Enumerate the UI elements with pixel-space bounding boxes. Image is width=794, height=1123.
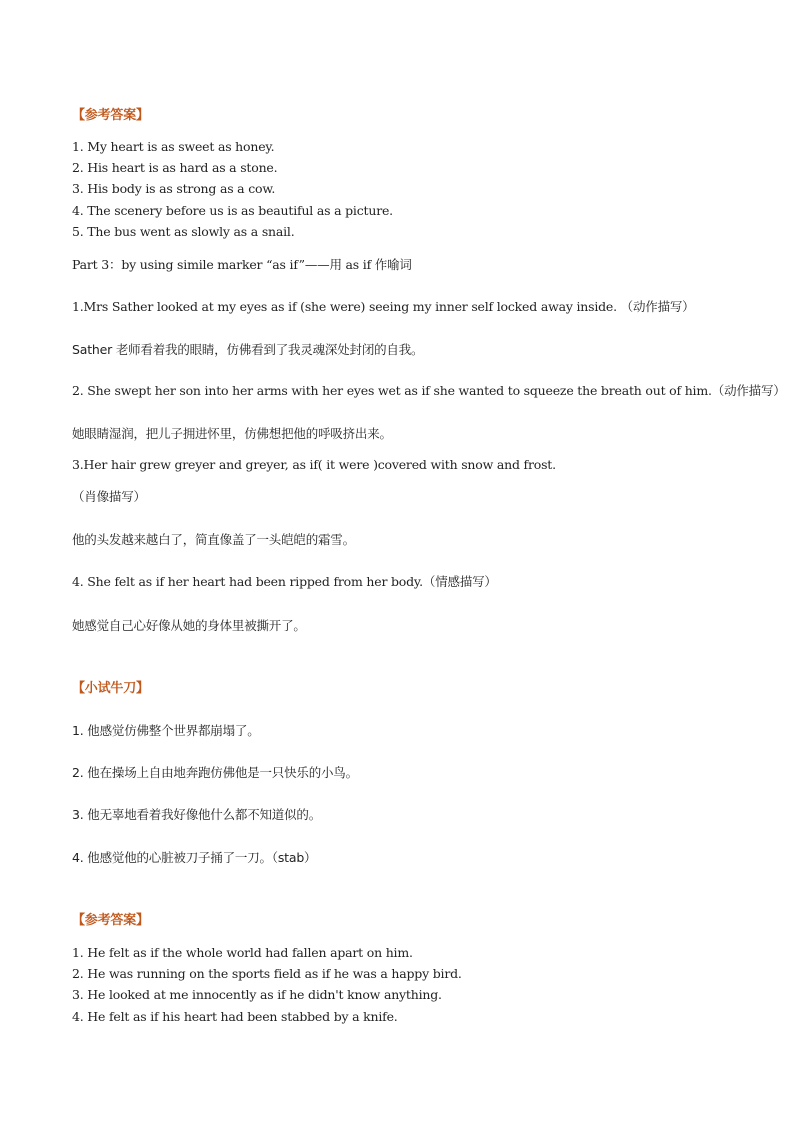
example-en: 4. She felt as if her heart had been ripped from her body.（情感描写） xyxy=(72,574,497,589)
example-zh: 她眼睛湿润，把儿子拥进怀里，仿佛想把他的呼吸挤出来。 xyxy=(72,426,392,441)
answer-line: 4. The scenery before us is as beautiful as a picture. xyxy=(72,203,393,218)
practice-item: 2. 他在操场上自由地奔跑仿佛他是一只快乐的小鸟。 xyxy=(72,765,358,780)
practice-heading: 【小试牛刀】 xyxy=(72,681,149,696)
example-en: 3.Her hair grew greyer and greyer, as if( it were )covered with snow and frost. xyxy=(72,457,556,472)
answer-line: 5. The bus went as slowly as a snail. xyxy=(72,224,295,239)
practice-item: 3. 他无辜地看着我好像他什么都不知道似的。 xyxy=(72,807,322,822)
answer-line: 2. He was running on the sports field as if he was a happy bird. xyxy=(72,966,462,981)
example-note: （肖像描写） xyxy=(72,489,146,504)
answer-line: 1. My heart is as sweet as honey. xyxy=(72,139,275,154)
part3-title: Part 3：by using simile marker “as if”——用 as if 作喻词 xyxy=(72,257,412,272)
example-zh: 他的头发越来越白了，简直像盖了一头皑皑的霜雪。 xyxy=(72,532,355,547)
example-en: 1.Mrs Sather looked at my eyes as if (she were) seeing my inner self locked away inside. （动作描写） xyxy=(72,299,695,314)
answer-heading-2: 【参考答案】 xyxy=(72,913,149,928)
answer-line: 4. He felt as if his heart had been stabbed by a knife. xyxy=(72,1009,398,1024)
example-en: 2. She swept her son into her arms with her eyes wet as if she wanted to squeeze the breath out of him.（动作描写） xyxy=(72,383,786,398)
answer-line: 3. He looked at me innocently as if he didn't know anything. xyxy=(72,987,442,1002)
example-zh: Sather 老师看着我的眼睛，仿佛看到了我灵魂深处封闭的自我。 xyxy=(72,342,424,357)
practice-item: 4. 他感觉他的心脏被刀子捅了一刀。（stab） xyxy=(72,850,317,865)
answer-line: 1. He felt as if the whole world had fallen apart on him. xyxy=(72,945,413,960)
practice-item: 1. 他感觉仿佛整个世界都崩塌了。 xyxy=(72,723,260,738)
answer-heading-1: 【参考答案】 xyxy=(72,108,149,123)
answer-line: 3. His body is as strong as a cow. xyxy=(72,181,276,196)
answer-line: 2. His heart is as hard as a stone. xyxy=(72,160,278,175)
example-zh: 她感觉自己心好像从她的身体里被撕开了。 xyxy=(72,618,306,633)
